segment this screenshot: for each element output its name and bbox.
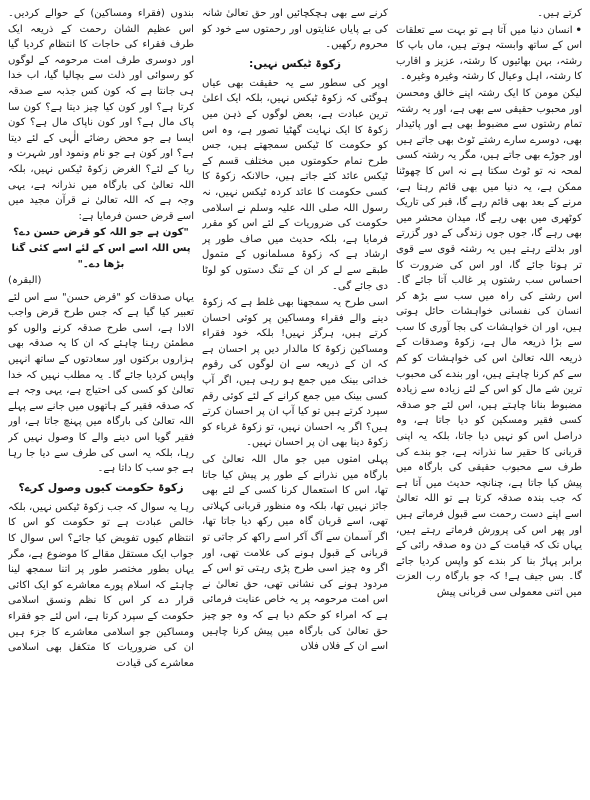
bullet-marker: •: [575, 24, 582, 36]
paragraph: [396, 23, 582, 85]
column-middle: [202, 6, 388, 796]
paragraph-text: انسان دنیا میں آتا ہے تو بہت سے تعلقات اس کے ساتھ وابستہ ہوتے ہیں، ماں باپ کا رشتہ، بہن بھائیوں کا رشتہ، عزیز و اقارب کا رشتہ، اہل وعیال کا رشتہ وغیرہ وغیرہ۔: [396, 24, 582, 83]
paragraph: کرنے سے بھی ہچکچائیں اور حق تعالیٰ شانہ کی بے پایاں عنایتوں اور رحمتوں سے خود کو محروم رکھیں۔: [202, 8, 388, 51]
paragraph: اسی طرح یہ سمجھنا بھی غلط ہے کہ زکوۃ دینے والے فقراء ومساکین پر کوئی احسان کرتے ہیں، ہرگز نہیں! بلکہ خود فقراء ومساکین زکوۃ کا مالدار دیں پر احسان ہے کہ ان کے ذریعہ سے ان لوگوں کی رقوم خدائی بینک میں جمع ہو رہی ہیں، اگر آپ کسی بینک میں جمع کرانے کے لئے کوئی رقم سپرد کرتے ہیں تو کیا آپ ان پر احسان کرتے ہیں؟ اگر یہ احسان نہیں، تو زکوۃ غرباء کو زکوۃ دینا بھی ان پر احسان نہیں۔: [202, 297, 388, 449]
column-right: [396, 6, 582, 796]
paragraph: اوپر کی سطور سے یہ حقیقت بھی عیاں ہوگئی کہ زکوۃ ٹیکس نہیں، بلکہ ایک اعلیٰ ترین عبادت ہے، بعض لوگوں کے ذہن میں زکوۃ کا ایک نہایت گھٹیا تصور ہے، وہ اس کو حکومت کا ٹیکس سمجھتے ہیں، جس طرح تمام حکومتوں میں مختلف قسم کے ٹیکس عائد کئے جاتے ہیں، حالانکہ زکوۃ کا کسی حکومت کا عائد کردہ ٹیکس نہیں، نہ رسول اللہ صلی اللہ علیہ وسلم نے اسلامی حکومت کی ضروریات کے لئے اس کو مقرر فرمایا ہے، بلکہ حدیث میں صاف طور پر ارشاد ہے کہ زکوۃ مسلمانوں کے متمول طبقے سے لے کر ان کے تنگ دستوں کو لوٹا دی جائے گی۔: [202, 77, 388, 292]
paragraph: یہاں صدقات کو "قرض حسن" سے اس لئے تعبیر کیا گیا ہے کہ جس طرح قرض واجب الادا ہے، اسی طرح صدقہ کرنے والوں کو مطمئن رہنا چاہئے کہ ان کا یہ صدقہ بھی ہزاروں برکتوں اور سعادتوں کے ساتھ انہیں واپس کردیا جائے گا۔ یہ مطلب نہیں کہ خدا تعالیٰ کو کسی کی احتیاج ہے، یہی وجہ ہے کہ صدقہ فقیر کے ہاتھوں میں جانے سے پہلے اللہ تعالیٰ کی بارگاہ میں پہنچ جاتا ہے، اور فقیر گویا اس دینے والے کا وصول نہیں کر رہا، بلکہ یہ اسی کی طرف سے دیا جا رہا ہے جو سب کا داتا ہے۔: [8, 291, 194, 475]
column-left: [8, 6, 194, 796]
verse-reference: (البقرہ): [8, 275, 42, 287]
quran-verse: "کون ہے جو اللہ کو قرض حسن دے؟ پس اللہ اسے اس کے لئے اسے کئی گنا بڑھا دے۔": [11, 227, 191, 270]
paragraph: بندوں (فقراء ومساکین) کے حوالے کردیں۔ اس عظیم الشان رحمت کے ذریعہ ایک طرف فقراء کی حاجات کا انتظام کردیا گیا اور دوسری طرف امت مرحومہ کے لوگوں کو رسوائی اور ذلت سے بچالیا گیا، اب خدا ہی جانتا ہے کہ کون کس جذبہ سے صدقہ کرتا ہے؟ اور کون کیا چیز دیتا ہے؟ کون سا پاک مال ہے؟ اور کون ناپاک مال ہے؟ کون ایسا ہے جو محض رضائے الٰہی کے لئے دیتا ہے؟ اور کون ہے جو نام ونمود اور شہرت و ریا کے لئے؟ الغرض زکوۃ ٹیکس نہیں، بلکہ اللہ تعالیٰ کی بارگاہ میں نذرانہ ہے، یہی وجہ ہے کہ اللہ تعالیٰ نے قرآن مجید میں اسے قرض حسن فرمایا ہے:: [8, 8, 194, 222]
paragraph: کرتے ہیں۔: [537, 8, 582, 19]
section-heading: زکوۃ ٹیکس نہیں:: [249, 56, 341, 70]
section-heading: زکوۃ حکومت کیوں وصول کرے؟: [18, 480, 184, 494]
paragraph: رہا یہ سوال کہ جب زکوۃ ٹیکس نہیں، بلکہ خالص عبادت ہے تو حکومت کو اس کا انتظام کیوں تفویض کیا جائے؟ اس سوال کا جواب ایک مستقل مقالے کا موضوع ہے، مگر یہاں بطور مختصر طور پر اتنا سمجھ لینا چاہئے کہ اسلام پورے معاشرے کو ایک اکائی قرار دے کر اس کا نظم ونسق اسلامی حکومت کے سپرد کرتا ہے، اس لئے جو فقراء ومساکین جو اسلامی معاشرے کا جزء ہیں ان کی ضروریات کا متکفل بھی اسلامی معاشرے کی قیادت: [8, 501, 194, 669]
paragraph: پہلی امتوں میں جو مال اللہ تعالیٰ کی بارگاہ میں نذرانے کے طور پر پیش کیا جاتا تھا، اس کا استعمال کرنا کسی کے لئے بھی جائز نہیں تھا، بلکہ وہ منظور قربانی کہلاتی تھی، اسے قربان گاہ میں رکھ دیا جاتا تھا، اگر آسمان سے آگ آکر اسے راکھ کر جاتی تو قربانی کے قبول ہونے کی علامت تھی، اور اگر وہ چیز اسی طرح پڑی رہتی تو اس کے مردود ہونے کی نشانی تھی، حق تعالیٰ نے اس امت مرحومہ پر یہ خاص عنایت فرمائی ہے کہ امراء کو حکم دیا ہے کہ وہ جو چیز حق تعالیٰ کی بارگاہ میں پیش کرنا چاہیں اسے ان کے فلاں فلاں: [202, 454, 388, 653]
paragraph: لیکن مومن کا ایک رشتہ اپنے خالق ومحسن اور محبوب حقیقی سے بھی ہے، اور یہ رشتہ تمام رشتوں سے مضبوط بھی ہے اور پائیدار بھی، دوسرے سارے رشتے ٹوٹ بھی جاتے ہیں اور جوڑے بھی جاتے ہیں، مگر یہ رشتہ کسی لمحہ نہ تو ٹوٹ سکتا ہے نہ اس کا چھوٹنا ممکن ہے، یہ دنیا میں بھی قائم رہتا ہے، مرنے کے بعد بھی قائم رہے گا، قبر کی تاریک کوٹھری میں بھی رہے گا، میدان محشر میں بھی رہے گا، جوں جوں زندگی کے دور گزرتے اور بدلتے رہتے ہیں یہ رشتہ قوی سے قوی تر ہوتا جائے گا، اور اس کی ضرورت کا احساس سب رشتوں پر غالب آتا جائے گا۔ اس رشتے کی راہ میں سب سے بڑھ کر انسان کی نفسانی خواہشات حائل ہوتی ہیں، اور ان خواہشات کی بجا آوری کا سب سے بڑا ذریعہ مال ہے، زکوۃ وصدقات کے ذریعہ اللہ تعالیٰ اس کی خواہشات کو کم سے کم کرنا چاہتے ہیں، اور بندے کی محبوب ترین شے مال کو اس کے لئے زیادہ سے زیادہ مضبوط بنانا چاہتے ہیں، اس لئے جو صدقہ کسی فقیر ومسکین کو دیا جاتا ہے، وہ دراصل اس کو نہیں دیا جاتا، بلکہ یہ اپنی قربانی کا حقیر سا نذرانہ ہے، جو بندے کی طرف سے محبوب حقیقی کی بارگاہ میں پیش کیا جاتا ہے، چنانچہ حدیث میں آتا ہے کہ جب بندہ صدقہ کرتا ہے تو اللہ تعالیٰ اسے اپنے دست رحمت سے قبول فرماتے ہیں اور پھر اس کی پرورش فرماتے رہتے ہیں، یہاں تک کہ قیامت کے دن وہ صدقہ رائی کے برابر پہاڑ بنا کر بندے کو واپس کردیا جائے گا۔ بس جیف ہے! کہ جو بارگاہ رب العزت میں اتنی معمولی سی قربانی پیش: [396, 87, 582, 598]
